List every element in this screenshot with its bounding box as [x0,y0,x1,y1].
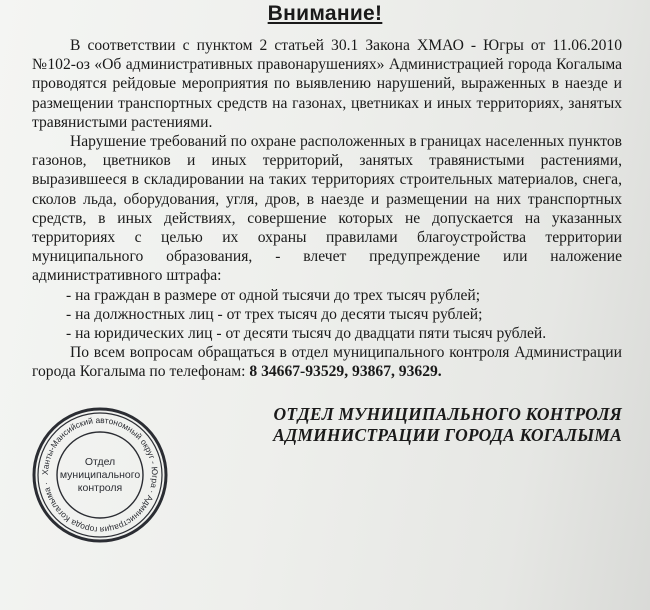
stamp-seal [30,405,170,545]
stamp-center-line-1: Отдел [84,456,116,468]
paragraph-legal-basis-rest: №102-оз «Об административных правонарушениях» Администрацией города Когалыма проводятся рейдовые мероприятия по выявлению нарушений, выраженных в наезде и размещении транспортных средств на газонах, цветниках и иных территориях, занятых травянистыми растениями. [32,56,622,131]
notice-title: Внимание! [267,2,383,25]
contact-phones: 8 34667-93529, 93867, 93629. [249,363,442,381]
stamp-ring-text: Ханты-Мансийский автономный округ - Югра · Администрация города Когалыма · [39,414,161,536]
signature-line-2: АДМИНИСТРАЦИИ ГОРОДА КОГАЛЫМА [273,425,622,445]
paragraph-legal-basis-first-line: В соответствии с пунктом 2 статьей 30.1 Закона ХМАО - Югры от 11.06.2010 [70,37,622,54]
fine-legal-entities: - на юридических лиц - от десяти тысяч до двадцати пяти тысяч рублей. [66,325,547,343]
paragraph-legal-basis [32,36,622,132]
paragraph-contact [32,343,622,381]
fine-officials: - на должностных лиц - от трех тысяч до десяти тысяч рублей; [66,305,483,323]
stamp-center-line-2: муниципального [59,469,141,481]
fine-citizens: - на граждан в размере от одной тысячи до трех тысяч рублей; [66,286,481,304]
fines-list [32,286,622,344]
contact-text: По всем вопросам обращаться в отдел муниципального контроля Администрации города Когалыма по телефонам: [32,344,622,381]
signature-line-1: ОТДЕЛ МУНИЦИПАЛЬНОГО КОНТРОЛЯ [273,404,622,424]
paragraph-violation: Нарушение требований по охране расположенных в границах населенных пунктов газонов, цветников и иных территорий, занятых травянистыми растениями, выразившееся в складировании на таких территориях строительных материалов, снега, сколов льда, оборудования, угля, дров, в наезде и размещении на них транспортных средств, в иных действиях, совершение которых не допускается на указанных территориях с целью их охраны правилами благоустройства территории муниципального образования, - влечет предупреждение или наложение административного штрафа: [32,133,622,285]
notice-body [32,36,622,382]
stamp-center-line-3: контроля [77,482,123,494]
signature-block [230,404,622,446]
